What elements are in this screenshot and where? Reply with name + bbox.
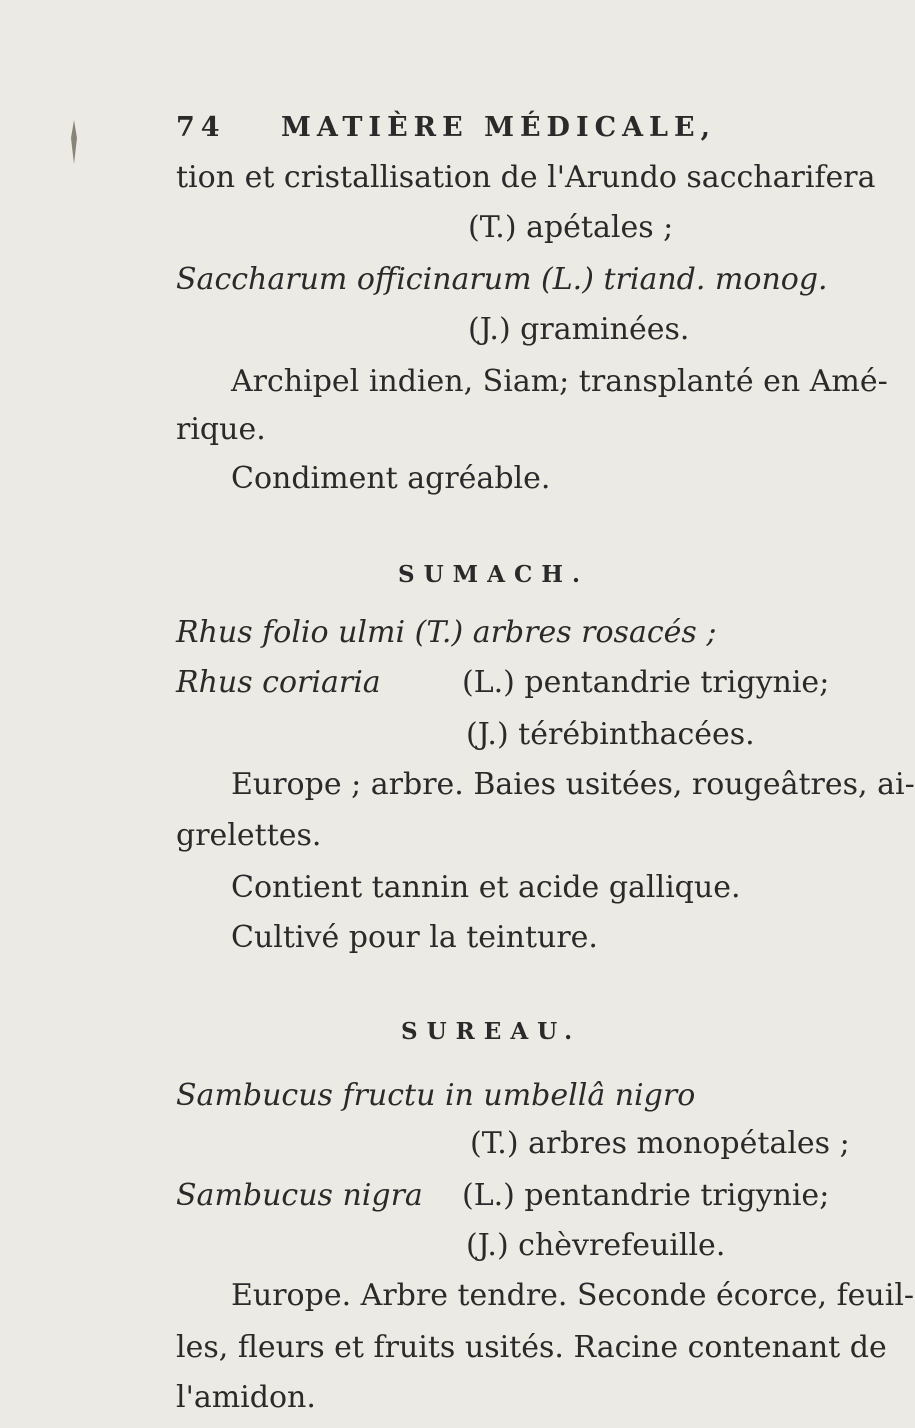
text-line: Europe. Arbre tendre. Seconde écorce, feuil- (231, 1278, 915, 1313)
text-line: (L.) pentandrie trigynie; (462, 1178, 830, 1213)
text-line: Sambucus fructu in umbellâ nigro (176, 1078, 696, 1113)
page-number: 74 (176, 112, 226, 143)
text-line: (T.) apétales ; (468, 210, 674, 245)
margin-mark-icon (68, 118, 80, 166)
text-line: les, fleurs et fruits usités. Racine contenant de (176, 1330, 887, 1365)
text-line: Condiment agréable. (231, 461, 551, 496)
text-line: tion et cristallisation de l'Arundo saccharifera (176, 160, 876, 195)
text-line: grelettes. (176, 818, 322, 853)
text-line: Archipel indien, Siam; transplanté en Amé- (231, 364, 888, 399)
section-title-sumach: SUMACH. (398, 561, 590, 588)
text-line: Contient tannin et acide gallique. (231, 870, 741, 905)
section-title-sureau: SUREAU. (401, 1018, 582, 1045)
text-line: (J.) térébinthacées. (466, 717, 755, 752)
text-line: (J.) chèvrefeuille. (466, 1228, 726, 1263)
text-line: Cultivé pour la teinture. (231, 920, 598, 955)
text-line: Sambucus nigra (176, 1178, 423, 1213)
text-line: (L.) pentandrie trigynie; (462, 665, 830, 700)
text-line: Rhus folio ulmi (T.) arbres rosacés ; (176, 615, 717, 650)
text-line: (J.) graminées. (468, 312, 690, 347)
text-line: (T.) arbres monopétales ; (470, 1126, 850, 1161)
text-line: Saccharum officinarum (L.) triand. monog. (176, 262, 828, 297)
text-line: rique. (176, 412, 266, 447)
running-title: MATIÈRE MÉDICALE, (280, 112, 716, 143)
running-header (176, 110, 716, 146)
text-line: l'amidon. (176, 1380, 316, 1415)
text-line: Europe ; arbre. Baies usitées, rougeâtres, ai- (231, 767, 915, 802)
text-line: Rhus coriaria (176, 665, 381, 700)
